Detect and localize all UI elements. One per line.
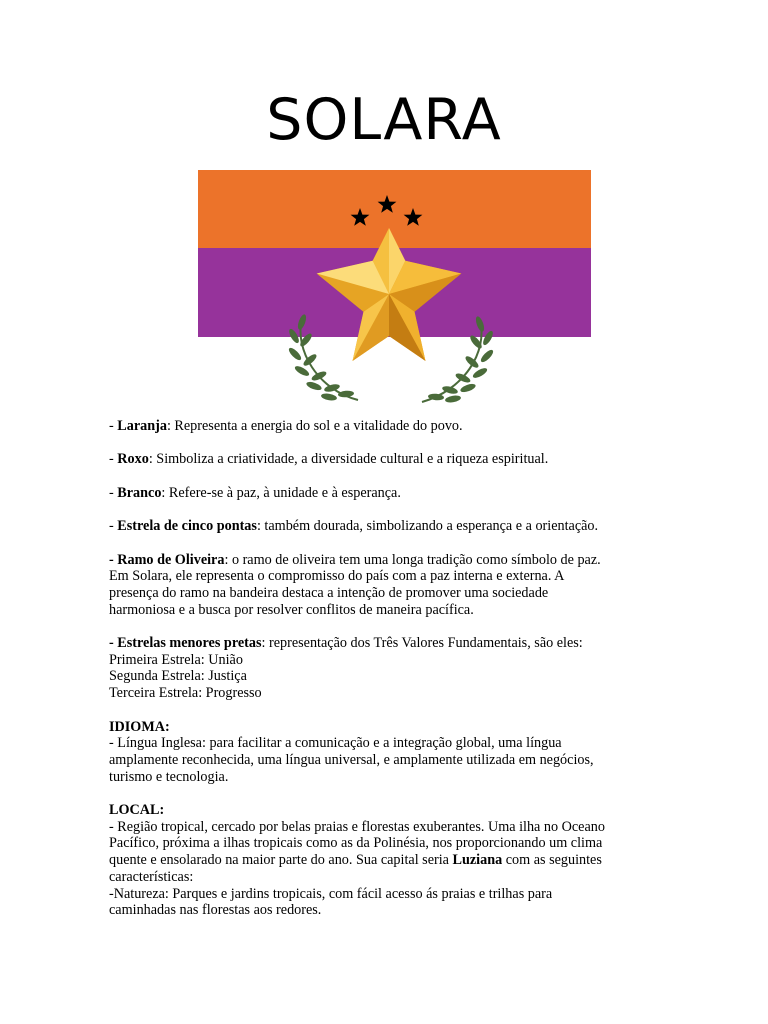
dash: - <box>109 518 118 535</box>
text: com as seguintes <box>502 852 602 869</box>
solara-flag <box>198 170 591 406</box>
section-local <box>109 802 669 919</box>
heading-local: LOCAL: <box>109 802 165 819</box>
term-estrelas-menores: - Estrelas menores pretas <box>109 635 262 652</box>
line: Em Solara, ele representa o compromisso do país com a paz interna e externa. A <box>109 568 565 585</box>
term-estrela: Estrela de cinco pontas <box>117 518 257 535</box>
line <box>109 552 669 569</box>
line <box>109 485 669 502</box>
paragraph-estrela <box>109 518 669 535</box>
term-branco: Branco <box>117 484 162 501</box>
line: turismo e tecnologia. <box>109 768 229 785</box>
desc-laranja: : Representa a energia do sol e a vitalidade do povo. <box>166 418 463 434</box>
heading-idioma: IDIOMA: <box>109 718 170 735</box>
paragraph-roxo <box>109 451 669 468</box>
value-first-star: Primeira Estrela: União <box>109 651 243 668</box>
desc-ramo: : o ramo de oliveira tem uma longa tradição como símbolo de paz. <box>224 551 601 568</box>
capital-name: Luziana <box>452 852 503 869</box>
paragraph-branco <box>109 485 669 502</box>
line <box>109 635 669 652</box>
line <box>109 451 669 468</box>
line: presença do ramo na bandeira destaca a intenção de promover uma sociedade <box>109 584 549 601</box>
line: - Região tropical, cercado por belas praias e florestas exuberantes. Uma ilha no Oceano <box>109 818 605 835</box>
text: quente e ensolarado na maior parte do ano. Sua capital seria <box>109 852 453 869</box>
dash: - <box>109 451 118 468</box>
term-ramo: - Ramo de Oliveira <box>109 551 225 568</box>
term-laranja: Laranja <box>117 418 167 434</box>
flag-stripe-white <box>198 337 591 406</box>
line: caminhadas nas florestas aos redores. <box>109 902 322 919</box>
paragraph-estrelas-menores <box>109 635 669 702</box>
dash: - <box>109 418 118 434</box>
line: -Natureza: Parques e jardins tropicais, com fácil acesso ás praias e trilhas para <box>109 885 553 902</box>
desc-estrela: : também dourada, simbolizando a esperança e a orientação. <box>256 518 599 535</box>
desc-estrelas-menores: : representação dos Três Valores Fundamentais, são eles: <box>261 635 583 652</box>
value-second-star: Segunda Estrela: Justiça <box>109 668 247 685</box>
value-third-star: Terceira Estrela: Progresso <box>109 685 262 702</box>
document-body <box>109 418 669 936</box>
term-roxo: Roxo <box>117 451 149 468</box>
paragraph-laranja <box>109 418 669 435</box>
desc-roxo: : Simboliza a criatividade, a diversidade cultural e a riqueza espiritual. <box>148 451 549 468</box>
line: amplamente reconhecida, uma língua universal, e amplamente utilizada em negócios, <box>109 751 594 768</box>
line: Pacífico, próxima a ilhas tropicais como as da Polinésia, nos proporcionando um clima <box>109 835 603 852</box>
desc-branco: : Refere-se à paz, à unidade e à esperança. <box>161 484 401 501</box>
line: - Língua Inglesa: para facilitar a comunicação e a integração global, uma língua <box>109 735 562 752</box>
dash: - <box>109 484 118 501</box>
section-idioma <box>109 719 669 786</box>
line <box>109 852 669 869</box>
paragraph-ramo <box>109 552 669 619</box>
line: características: <box>109 868 194 885</box>
flag-stripe-orange <box>198 170 591 248</box>
document-title: SOLARA <box>266 87 502 153</box>
line: harmoniosa e a busca por resolver conflitos de maneira pacífica. <box>109 601 474 618</box>
line <box>109 518 669 535</box>
line <box>109 418 669 435</box>
